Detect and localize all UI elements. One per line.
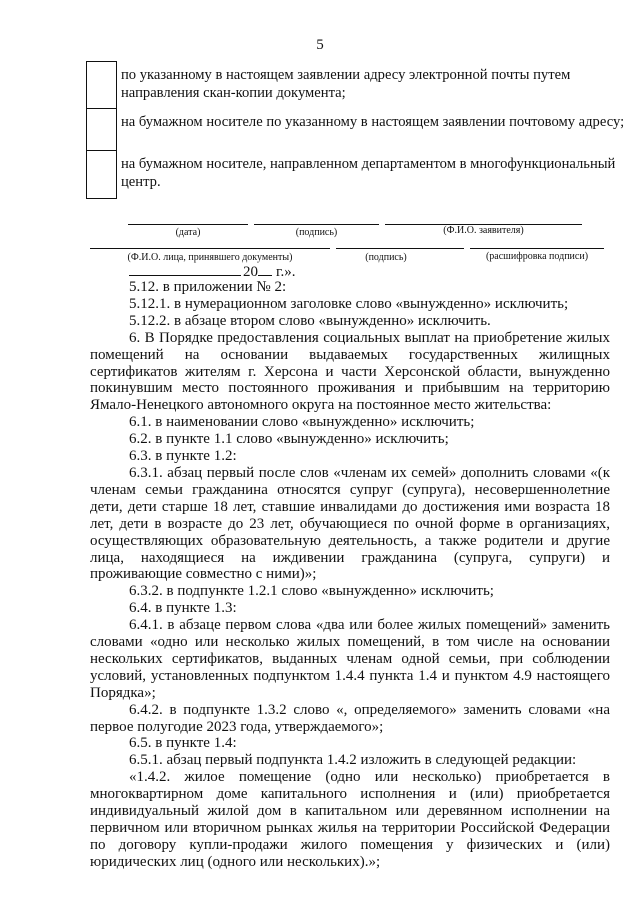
delivery-options-table	[86, 61, 626, 199]
official-signature-line	[336, 248, 464, 249]
date-line	[128, 224, 248, 225]
transcript-line	[470, 248, 604, 249]
paragraph: 6.2. в пункте 1.1 слово «вынужденно» исключить;	[129, 431, 449, 448]
transcript-caption: (расшифровка подписи)	[485, 251, 589, 262]
year-blank	[258, 263, 272, 276]
paragraph: 6.5. в пункте 1.4:	[129, 735, 237, 752]
paragraph: 6.3. в пункте 1.2:	[129, 448, 237, 465]
amendments-text	[90, 279, 610, 871]
paragraph: 6.5.1. абзац первый подпункта 1.4.2 изложить в следующей редакции:	[129, 752, 577, 769]
official-name-line	[90, 248, 330, 249]
paragraph: 5.12. в приложении № 2:	[129, 279, 287, 295]
signature-caption: (подпись)	[295, 227, 338, 238]
page-number: 5	[316, 37, 324, 53]
paragraph: 6.4.2. в подпункте 1.3.2 слово «, определяемого» заменить словами «на первое полугодие 2023 года, утверждаемого»;	[90, 701, 610, 735]
year-prefix: 20	[243, 264, 258, 280]
delivery-option	[87, 62, 626, 109]
paragraph: 6.3.2. в подпункте 1.2.1 слово «вынужденно» исключить;	[129, 583, 494, 600]
paragraph: 6. В Порядке предоставления социальных выплат на приобретение жилых помещений на основании выдаваемых государственных жилищных сертификатов жителям г. Херсона и части Херсонской области, вынужденно покинувшим место постоянного проживания и прибывшим на территорию Ямало-Ненецкого автономного округа на постоянное место жительства:	[90, 329, 610, 414]
checkbox[interactable]	[87, 151, 117, 199]
paragraph: 5.12.1. в нумерационном заголовке слово «вынужденно» исключить;	[129, 295, 569, 312]
paragraph: 6.1. в наименовании слово «вынужденно» исключить;	[129, 414, 475, 431]
paragraph: 6.4. в пункте 1.3:	[129, 600, 237, 617]
date-caption: (дата)	[175, 227, 201, 238]
year-suffix: г.».	[276, 264, 296, 280]
official-name-caption: (Ф.И.О. лица, принявшего документы)	[127, 252, 293, 263]
checkbox[interactable]	[87, 109, 117, 151]
applicant-name-caption: (Ф.И.О. заявителя)	[443, 225, 524, 236]
paragraph: «1.4.2. жилое помещение (одно или несколько) приобретается в многоквартирном доме капитального исполнения и (или) приобретается индивидуальный жилой дом в капитальном или деревянном исполнении на первичном или вторичном рынках жилья на территории Российской Федерации по договору купли-продажи жилого помещения у физических и (или) юридических лиц (одного или нескольких).»;	[90, 769, 610, 870]
paragraph: 6.3.1. абзац первый после слов «членам их семей» дополнить словами «(к членам семьи гражданина относятся супруг (супруга), несовершеннолетние дети, дети старше 18 лет, ставшие инвалидами до достижения ими возраста 18 лет, дети в возрасте до 23 лет, обучающиеся по очной форме в организациях, осуществляющих образовательную деятельность, а также родители и другие лица, находящиеся на иждивении гражданина (супруга, супруги) и проживающие совместно с ними)»;	[90, 464, 610, 583]
day-month-blank	[129, 263, 241, 276]
signature-line	[254, 224, 379, 225]
option-text: на бумажном носителе по указанному в настоящем заявлении почтовому адресу;	[121, 113, 625, 130]
delivery-option	[87, 109, 626, 151]
paragraph: 5.12.2. в абзаце втором слово «вынужденно» исключить.	[129, 312, 491, 329]
official-signature-caption: (подпись)	[365, 252, 407, 263]
checkbox[interactable]	[87, 62, 117, 109]
delivery-option	[87, 151, 626, 199]
option-text: по указанному в настоящем заявлении адресу электронной почты путем направления скан-копии документа;	[121, 66, 571, 101]
paragraph: 6.4.1. в абзаце первом слова «два или более жилых помещений» заменить словами «одно или несколько жилых помещений, в том числе на основании нескольких сертификатов, выданных членам одной семьи, при соблюдении условий, установленных подпунктом 1.4.4 пункта 1.4 и пунктом 4.9 настоящего Порядка»;	[90, 617, 610, 701]
option-text: на бумажном носителе, направленном департаментом в многофункциональный центр.	[121, 155, 616, 190]
